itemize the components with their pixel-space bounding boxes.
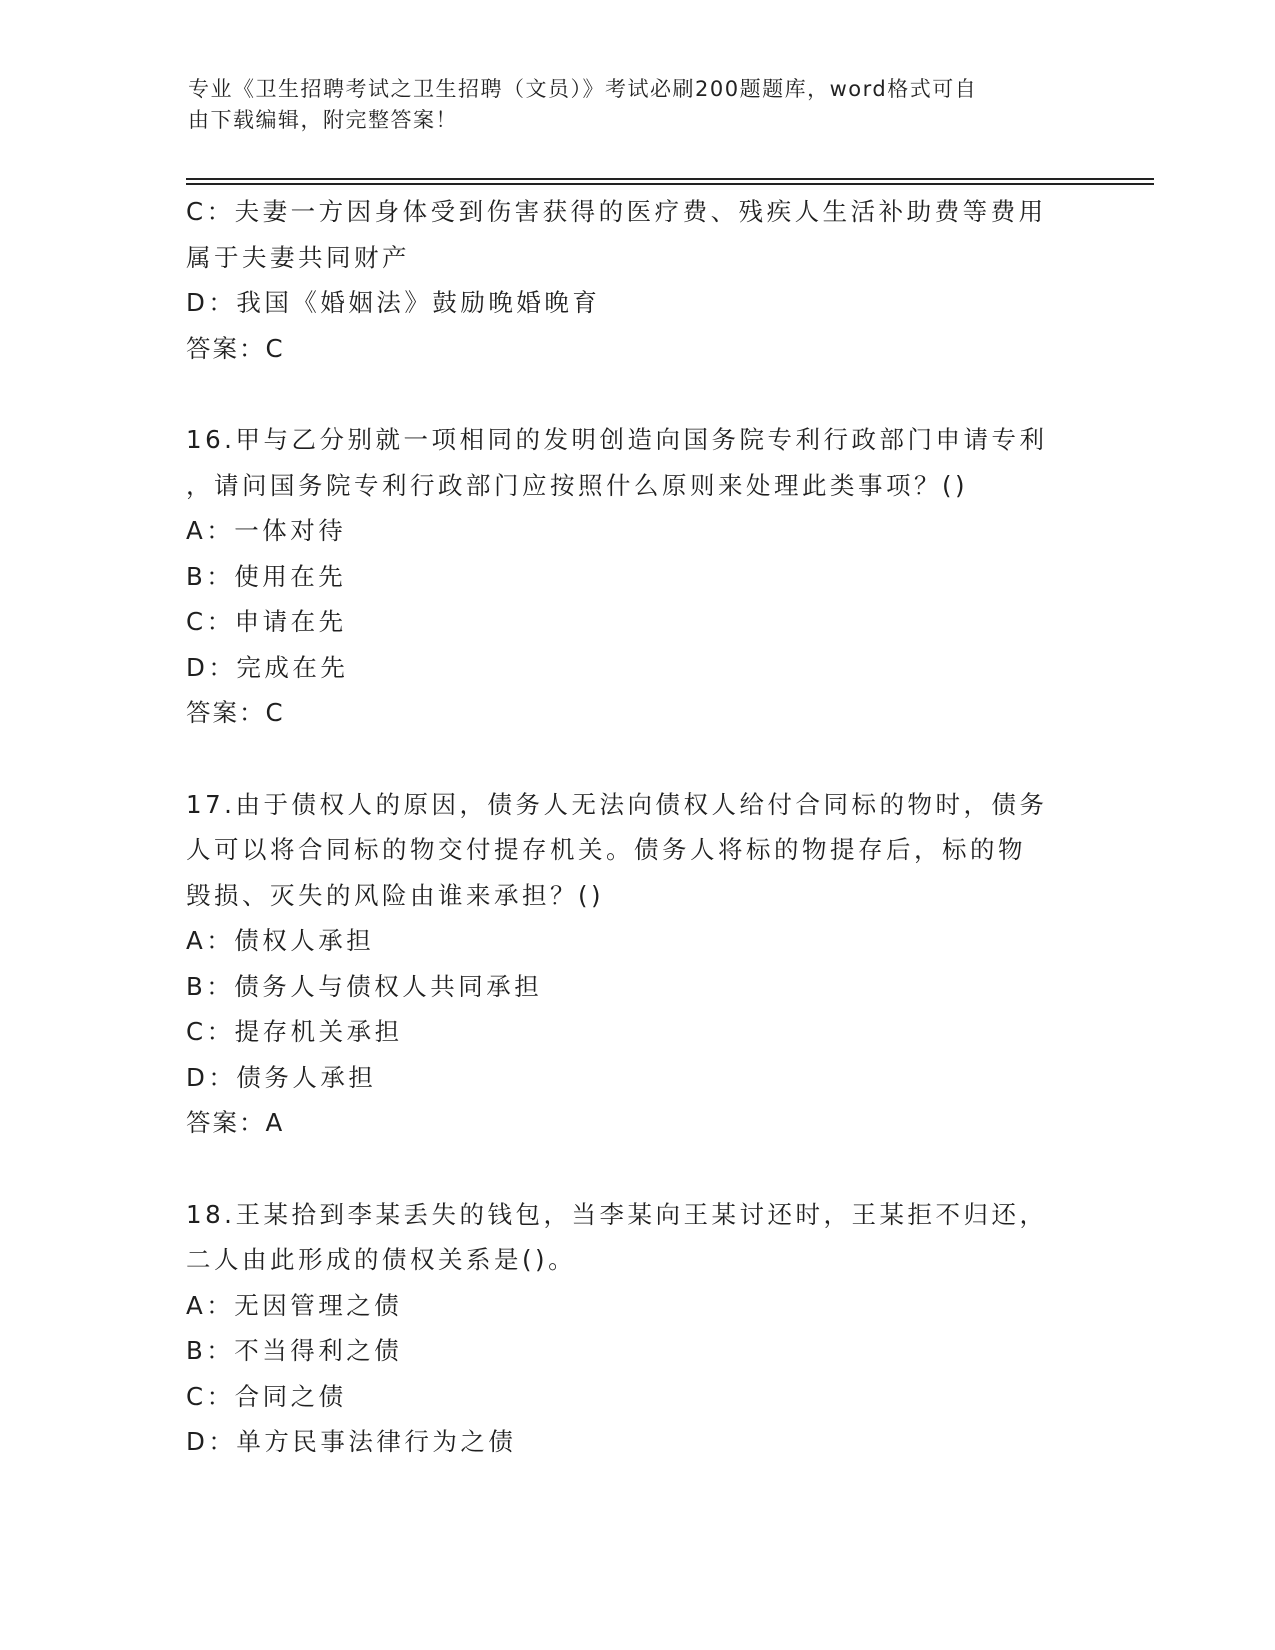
option-d: D：单方民事法律行为之债 xyxy=(186,1427,517,1456)
question-17 xyxy=(186,782,1086,1146)
document-header xyxy=(188,74,1068,136)
spacer xyxy=(186,736,1086,782)
header-rule-top xyxy=(186,178,1154,180)
option-a: A：债权人承担 xyxy=(186,926,375,955)
option-c: C：申请在先 xyxy=(186,607,347,636)
option-b: B：使用在先 xyxy=(186,561,347,591)
option-d: D：完成在先 xyxy=(186,652,349,682)
option-c-line-1: C：夫妻一方因身体受到伤害获得的医疗费、残疾人生活补助费等费用 xyxy=(186,197,1047,226)
option-c: C：提存机关承担 xyxy=(186,1017,403,1046)
question-stem-line-2: 人可以将合同标的物交付提存机关。债务人将标的物提存后，标的物 xyxy=(186,835,1026,864)
option-d: D：债务人承担 xyxy=(186,1062,377,1092)
option-c-line-2: 属于夫妻共同财产 xyxy=(186,242,410,272)
option-d: D：我国《婚姻法》鼓励晚婚晚育 xyxy=(186,288,601,317)
question-list xyxy=(186,189,1086,1465)
option-c: C：合同之债 xyxy=(186,1381,347,1411)
question-stem-line-1: 16.甲与乙分别就一项相同的发明创造向国务院专利行政部门申请专利 xyxy=(186,425,1048,454)
question-stem-line-2: ，请问国务院专利行政部门应按照什么原则来处理此类事项？() xyxy=(186,470,969,500)
spacer xyxy=(186,371,1086,417)
question-18 xyxy=(186,1192,1086,1465)
header-rule-bottom xyxy=(186,183,1154,185)
option-b: B：不当得利之债 xyxy=(186,1336,403,1365)
header-line-2: 由下载编辑，附完整答案！ xyxy=(188,108,458,132)
answer: 答案：C xyxy=(186,333,285,363)
question-stem-line-1: 17.由于债权人的原因，债务人无法向债权人给付合同标的物时，债务 xyxy=(186,789,1048,819)
option-a: A：无因管理之债 xyxy=(186,1290,403,1320)
question-stem-line-2: 二人由此形成的债权关系是()。 xyxy=(186,1245,577,1274)
answer: 答案：C xyxy=(186,698,285,727)
header-line-1: 专业《卫生招聘考试之卫生招聘（文员）》考试必刷200题题库，word格式可自 xyxy=(188,77,978,101)
option-b: B：债务人与债权人共同承担 xyxy=(186,971,543,1001)
answer: 答案：A xyxy=(186,1108,285,1137)
previous-question-tail xyxy=(186,189,1086,371)
question-stem-line-1: 18.王某拾到李某丢失的钱包，当李某向王某讨还时，王某拒不归还， xyxy=(186,1199,1048,1229)
question-16 xyxy=(186,417,1086,736)
spacer xyxy=(186,1146,1086,1192)
option-a: A：一体对待 xyxy=(186,516,347,545)
question-stem-line-3: 毁损、灭失的风险由谁来承担？() xyxy=(186,880,605,910)
